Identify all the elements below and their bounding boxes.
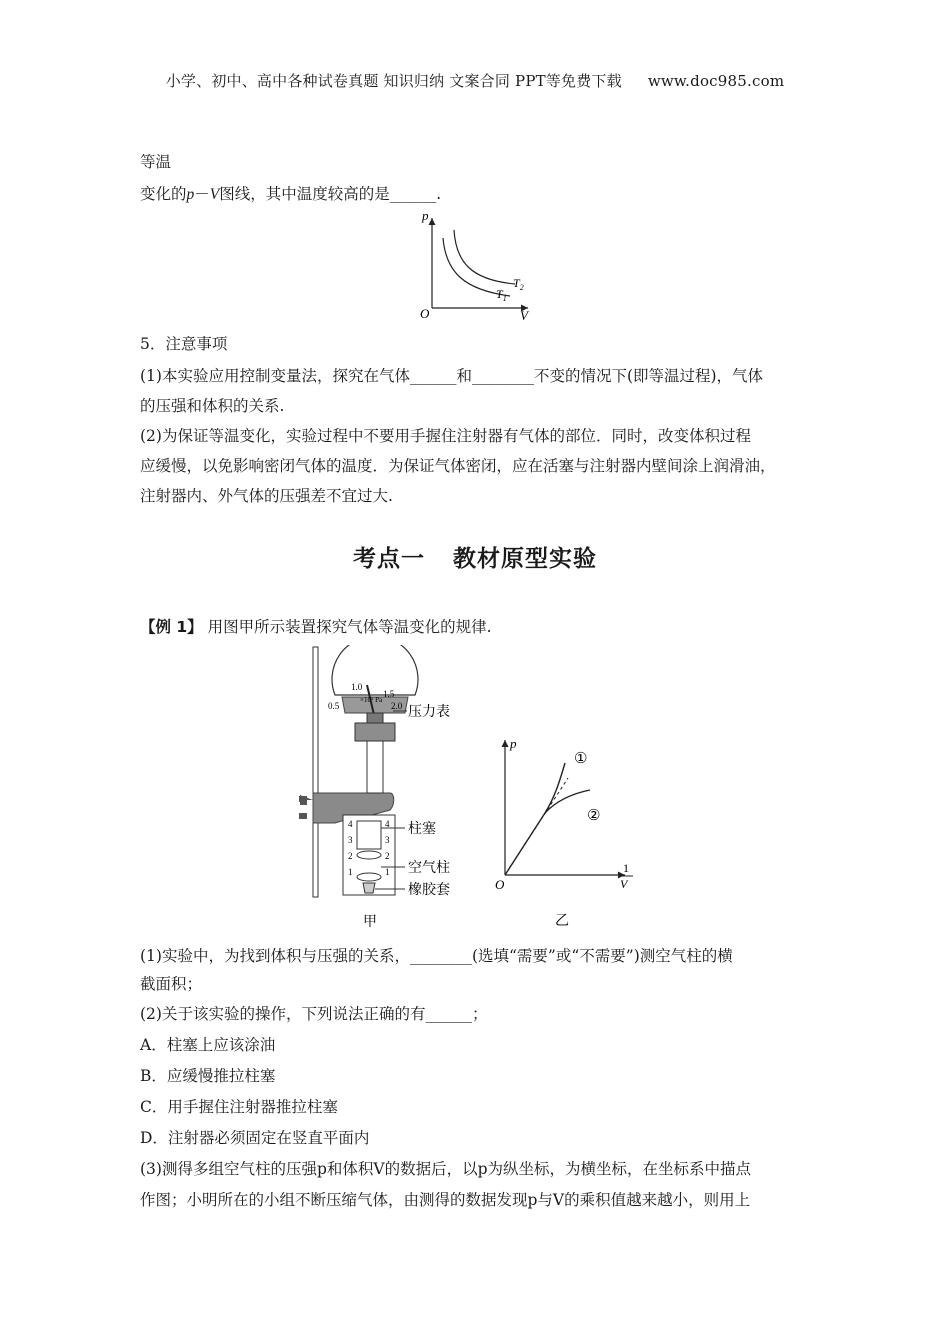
- figure-yi-graph: [490, 735, 650, 935]
- scale-mark: 1: [348, 867, 353, 877]
- q1-line1: (1)实验中，为找到体积与压强的关系，________(选填“需要”或“不需要”)测空气柱的横: [140, 947, 733, 965]
- connector-tube: [367, 741, 383, 793]
- curve-2-label: ②: [587, 806, 601, 824]
- dash: －: [194, 185, 210, 203]
- axis-x-num: 1: [623, 861, 629, 875]
- option-b: B．应缓慢推拉柱塞: [140, 1067, 276, 1085]
- section5-heading: 5．注意事项: [140, 335, 228, 353]
- t2-label: $T_2$: [513, 276, 524, 292]
- text: 图线，其中温度较高的是______.: [219, 185, 442, 203]
- scale-mark: 4: [348, 819, 353, 829]
- scale-mark: 2: [385, 851, 390, 861]
- scale-mark: 3: [348, 835, 353, 845]
- axis-x-den: V: [620, 877, 628, 891]
- caption-jia: 甲: [363, 914, 377, 930]
- scale-mark: 1: [385, 867, 390, 877]
- gauge-tick-label: 2.0: [391, 701, 403, 711]
- label-gauge: 压力表: [408, 704, 450, 720]
- origin-label: O: [420, 306, 430, 321]
- section4-line2: [140, 182, 441, 204]
- title-part2: 教材原型实验: [453, 546, 597, 572]
- example-text: 用图甲所示装置探究气体等温变化的规律.: [207, 618, 492, 636]
- gauge-unit: ×10⁵ Pa: [360, 696, 383, 704]
- option-d: D．注射器必须固定在竖直平面内: [140, 1129, 370, 1147]
- section5-item1-line1: (1)本实验应用控制变量法，探究在气体______和________不变的情况下(即等温过程)，气体: [140, 367, 764, 385]
- example-label: 【例 1】: [140, 618, 203, 636]
- curve-1: [505, 763, 565, 875]
- plunger: [357, 821, 381, 849]
- rubber-cap: [363, 883, 375, 893]
- q2: (2)关于该实验的操作，下列说法正确的有______；: [140, 1005, 488, 1023]
- gauge-tick-label: 0.5: [328, 701, 340, 711]
- label-plunger: 柱塞: [408, 821, 436, 837]
- gauge-tick-label: 1.5: [383, 689, 395, 699]
- option-a: A．柱塞上应该涂油: [140, 1036, 276, 1054]
- q3-line1: (3)测得多组空气柱的压强p和体积V的数据后，以p为纵坐标，为横坐标，在坐标系中描点: [140, 1160, 751, 1178]
- scale-mark: 4: [385, 819, 390, 829]
- stand-rod: [313, 647, 318, 897]
- t1-label: $T_1$: [496, 287, 507, 303]
- q1-line2: 截面积；: [140, 975, 203, 993]
- header-text: 小学、初中、高中各种试卷真题 知识归纳 文案合同 PPT等免费下载: [165, 72, 622, 90]
- scale-mark: 3: [385, 835, 390, 845]
- section5-item2-line2: 应缓慢，以免影响密闭气体的温度．为保证气体密闭，应在活塞与注射器内壁间涂上润滑油，: [140, 457, 776, 475]
- figure-jia-apparatus: [295, 645, 475, 935]
- isotherm-t2: [454, 230, 515, 284]
- option-c: C．用手握住注射器推拉柱塞: [140, 1098, 338, 1116]
- section4-line1: 等温: [140, 153, 172, 171]
- scale-mark: 2: [348, 851, 353, 861]
- page-header: [0, 70, 950, 91]
- connector-nut: [355, 723, 395, 741]
- curve-1-label: ①: [574, 749, 588, 767]
- section5-item1-line2: 的压强和体积的关系.: [140, 397, 285, 415]
- gauge-tick-label: 1.0: [351, 682, 363, 692]
- caption-yi: 乙: [555, 913, 569, 929]
- axis-y-label: p: [510, 736, 517, 751]
- q3-line2: 作图；小明所在的小组不断压缩气体，由测得的数据发现p与V的乘积值越来越小，则用上: [140, 1191, 751, 1209]
- axis-y-label: p: [422, 208, 429, 223]
- axis-x-label: V: [520, 308, 528, 323]
- pv-isotherm-graph: [410, 208, 540, 323]
- text: 变化的: [140, 185, 187, 203]
- var-v: V: [209, 186, 220, 203]
- section-title: [0, 540, 950, 573]
- pressure-gauge: [332, 645, 418, 695]
- var-p: p: [186, 186, 195, 203]
- section5-item2-line1: (2)为保证等温变化，实验过程中不要用手握住注射器有气体的部位．同时，改变体积过程: [140, 427, 751, 445]
- title-part1: 考点一: [353, 546, 425, 572]
- origin-label: O: [495, 877, 505, 892]
- section5-item2-line3: 注射器内、外气体的压强差不宜过大.: [140, 487, 393, 505]
- example-1: [140, 615, 492, 637]
- header-url[interactable]: www.doc985.com: [647, 72, 785, 90]
- label-air-column: 空气柱: [408, 860, 450, 876]
- label-rubber-cap: 橡胶套: [408, 882, 450, 898]
